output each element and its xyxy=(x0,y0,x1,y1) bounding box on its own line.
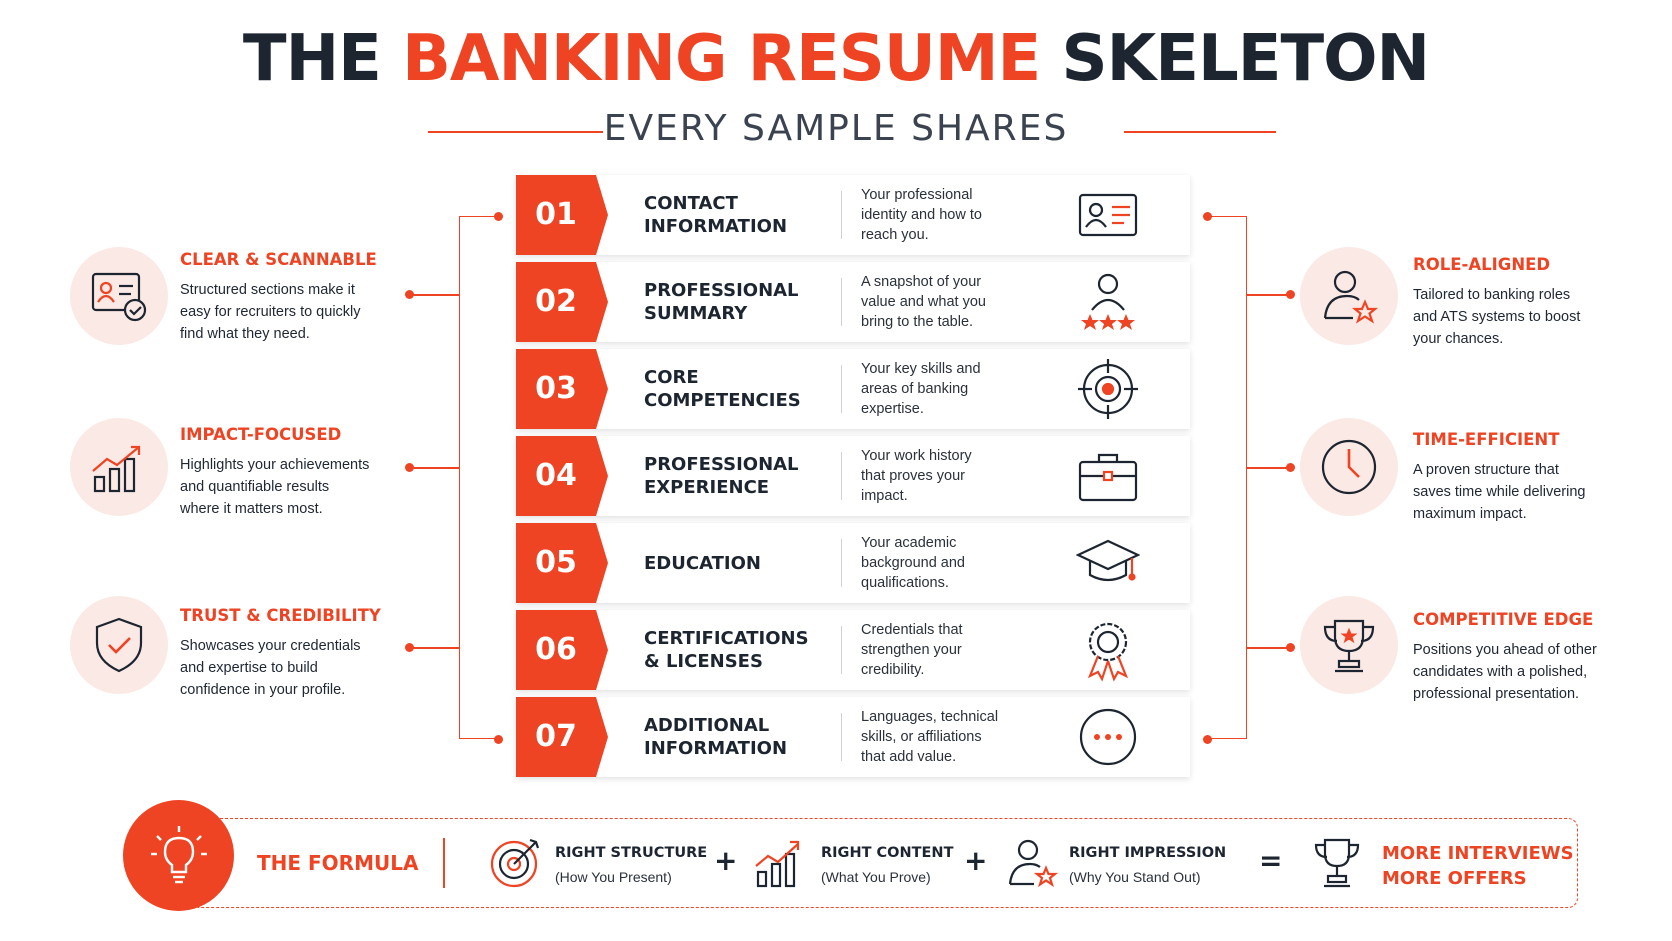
step-title: EDUCATION xyxy=(644,552,761,574)
benefit-title: TRUST & CREDIBILITY xyxy=(180,606,381,625)
formula-item-subtitle: (How You Present) xyxy=(555,869,672,885)
step-number: 04 xyxy=(535,458,577,493)
benefit-title: IMPACT-FOCUSED xyxy=(180,425,342,444)
more-dots-icon xyxy=(1076,705,1140,769)
benefit-title: ROLE-ALIGNED xyxy=(1413,255,1551,274)
benefit-icon-circle xyxy=(70,596,168,694)
benefit-icon-circle xyxy=(1300,247,1398,345)
plus-operator: + xyxy=(714,844,738,877)
clock-icon xyxy=(1319,437,1379,497)
step-number-badge xyxy=(516,175,608,255)
step-number: 03 xyxy=(535,371,577,406)
step-title: CONTACT INFORMATION xyxy=(644,193,788,237)
subtitle-block xyxy=(0,108,1672,158)
connector-dot xyxy=(405,643,414,652)
row-divider xyxy=(841,452,842,500)
benefit-icon-circle xyxy=(1300,596,1398,694)
left-bracket xyxy=(459,216,499,739)
connector-dot xyxy=(1286,290,1295,299)
connector-line xyxy=(412,467,460,469)
step-description: Your professional identity and how to reach you. xyxy=(861,187,982,243)
formula-item-title: RIGHT STRUCTURE xyxy=(555,845,708,861)
growth-chart-icon xyxy=(754,836,804,895)
formula-item-title: RIGHT IMPRESSION xyxy=(1069,845,1227,861)
step-title: PROFESSIONAL EXPERIENCE xyxy=(644,454,799,498)
step-number: 06 xyxy=(535,632,577,667)
step-description: A snapshot of your value and what you bring to the table. xyxy=(861,274,986,330)
equals-operator: = xyxy=(1259,844,1283,877)
row-divider xyxy=(841,713,842,761)
resume-check-icon xyxy=(89,266,149,326)
step-number: 07 xyxy=(535,719,577,754)
connector-line xyxy=(412,294,460,296)
benefit-title: TIME-EFFICIENT xyxy=(1413,430,1560,449)
step-number-badge xyxy=(516,436,608,516)
step-title: ADDITIONAL INFORMATION xyxy=(644,715,788,759)
connector-dot xyxy=(1286,643,1295,652)
formula-result xyxy=(1382,841,1574,891)
title-accent: BANKING RESUME xyxy=(402,22,1041,96)
lightbulb-icon xyxy=(148,824,210,888)
benefit-text: Highlights your achievements and quantifiable results where it matters most. xyxy=(180,457,370,517)
step-row-07 xyxy=(516,697,1190,777)
step-description: Your work history that proves your impact. xyxy=(861,448,972,504)
formula-item-subtitle: (Why You Stand Out) xyxy=(1069,869,1201,885)
step-title: PROFESSIONAL SUMMARY xyxy=(644,280,799,324)
step-description: Credentials that strengthen your credibility. xyxy=(861,622,963,678)
step-description: Languages, technical skills, or affiliations that add value. xyxy=(861,709,999,765)
formula-item-subtitle: (What You Prove) xyxy=(821,869,931,885)
person-star-icon xyxy=(1319,266,1379,326)
benefit-text: Positions you ahead of other candidates with a polished, professional presentation. xyxy=(1413,642,1597,702)
step-row-01 xyxy=(516,175,1190,255)
growth-chart-icon xyxy=(89,437,149,497)
award-ribbon-icon xyxy=(1076,618,1140,682)
person-star-icon xyxy=(1004,836,1058,895)
benefit-title: COMPETITIVE EDGE xyxy=(1413,610,1594,629)
formula-divider xyxy=(443,838,445,888)
title-part2: SKELETON xyxy=(1061,22,1430,96)
lightbulb-badge xyxy=(123,800,234,911)
connector-dot xyxy=(405,290,414,299)
id-card-icon xyxy=(1076,183,1140,247)
page-title xyxy=(0,22,1672,96)
trophy-icon xyxy=(1319,615,1379,675)
row-divider xyxy=(841,626,842,674)
step-number: 01 xyxy=(535,197,577,232)
step-number-badge xyxy=(516,610,608,690)
step-number-badge xyxy=(516,262,608,342)
benefit-text: Structured sections make it easy for recruiters to quickly find what they need. xyxy=(180,282,361,342)
step-title: CERTIFICATIONS & LICENSES xyxy=(644,628,809,672)
row-divider xyxy=(841,278,842,326)
row-divider xyxy=(841,365,842,413)
connector-dot xyxy=(494,735,503,744)
connector-dot xyxy=(1203,212,1212,221)
formula-label: THE FORMULA xyxy=(257,851,419,875)
benefit-icon-circle xyxy=(70,247,168,345)
connector-dot xyxy=(1203,735,1212,744)
right-bracket xyxy=(1208,216,1247,739)
plus-operator: + xyxy=(964,844,988,877)
step-row-06 xyxy=(516,610,1190,690)
graduation-cap-icon xyxy=(1076,531,1140,595)
benefit-title: CLEAR & SCANNABLE xyxy=(180,250,377,269)
step-number-badge xyxy=(516,349,608,429)
step-description: Your academic background and qualifications. xyxy=(861,535,965,591)
benefit-text: Tailored to banking roles and ATS systems to boost your chances. xyxy=(1413,287,1581,347)
step-row-05 xyxy=(516,523,1190,603)
shield-check-icon xyxy=(89,615,149,675)
step-row-03 xyxy=(516,349,1190,429)
result-line-1: MORE INTERVIEWS xyxy=(1382,843,1574,864)
step-description: Your key skills and areas of banking expertise. xyxy=(861,361,981,417)
step-row-04 xyxy=(516,436,1190,516)
step-number: 02 xyxy=(535,284,577,319)
subtitle-rule-right xyxy=(1124,131,1276,133)
trophy-icon xyxy=(1310,836,1364,895)
page-subtitle: EVERY SAMPLE SHARES xyxy=(603,108,1069,149)
briefcase-icon xyxy=(1076,444,1140,508)
title-part1: THE xyxy=(242,22,381,96)
benefit-icon-circle xyxy=(70,418,168,516)
step-number-badge xyxy=(516,523,608,603)
row-divider xyxy=(841,191,842,239)
step-number-badge xyxy=(516,697,608,777)
formula-item-title: RIGHT CONTENT xyxy=(821,845,954,861)
result-line-2: MORE OFFERS xyxy=(1382,868,1527,889)
benefit-icon-circle xyxy=(1300,418,1398,516)
step-number: 05 xyxy=(535,545,577,580)
benefit-text: A proven structure that saves time while delivering maximum impact. xyxy=(1413,462,1586,522)
connector-dot xyxy=(494,212,503,221)
person-stars-icon xyxy=(1076,270,1140,334)
step-row-02 xyxy=(516,262,1190,342)
target-crosshair-icon xyxy=(1076,357,1140,421)
connector-dot xyxy=(1286,463,1295,472)
target-arrow-icon xyxy=(488,836,542,895)
connector-line xyxy=(412,647,460,649)
row-divider xyxy=(841,539,842,587)
benefit-text: Showcases your credentials and expertise to build confidence in your profile. xyxy=(180,638,361,698)
connector-dot xyxy=(405,463,414,472)
step-title: CORE COMPETENCIES xyxy=(644,367,801,411)
